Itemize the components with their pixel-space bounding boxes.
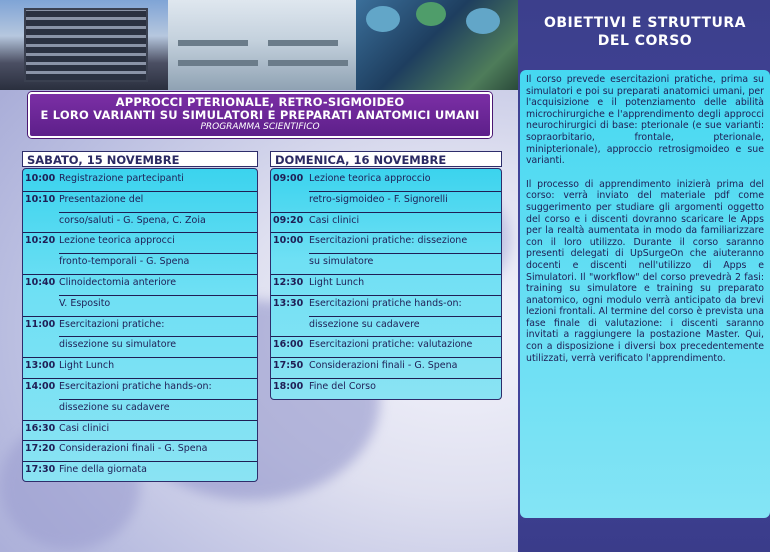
schedule-time: 18:00: [273, 381, 304, 392]
row-separator: [309, 316, 501, 317]
row-separator: [271, 274, 501, 275]
schedule-description: Lezione teorica approccio: [309, 173, 431, 184]
objectives-title-line1: OBIETTIVI E STRUTTURA: [543, 15, 746, 31]
row-separator: [59, 336, 257, 337]
row-separator: [23, 440, 257, 441]
row-separator: [23, 378, 257, 379]
schedule-time: 16:00: [273, 339, 304, 351]
row-separator: [23, 191, 257, 192]
row-separator: [59, 212, 257, 213]
building-photo: [0, 0, 168, 90]
schedule-time: 17:50: [273, 360, 304, 372]
schedule-description: Registrazione partecipanti: [59, 173, 184, 184]
schedule-description: corso/saluti - G. Spena, C. Zoia: [59, 214, 206, 226]
surgeons-photo: [356, 0, 518, 90]
objectives-title-line2: DEL CORSO: [597, 33, 693, 49]
schedule-description: dissezione su simulatore: [59, 339, 177, 351]
schedule-time: 16:30: [25, 422, 56, 434]
row-separator: [271, 357, 501, 358]
objectives-title: [520, 14, 770, 50]
row-separator: [23, 357, 257, 358]
objectives-text: [520, 70, 770, 518]
schedule-time: 10:00: [273, 235, 304, 247]
objectives-paragraph: Il processo di apprendimento inizierà prima del corso: verrà inviato del materiale pdf come suggerimento per studiare gli argomenti oggetto del corso e i discenti dovranno scaricare le Apps per la realtà aumentata in modo da familiarizzare con il loro utilizzo. Durante il corso saranno presenti delegati di UpSurgeOn che aiuteranno docenti e discenti nell'utilizzo di Apps e Simulatori. Il "workflow" del corso prevedrà 2 fasi: training su simulatore e training su preparato anatomico, ogni modulo verrà anticipato da brevi lezioni frontali. Al termine del corso è prevista una fase finale di valutazione: i discenti saranno invitati a raggiungere la postazione Master. Qui, con a disposizione i diversi box precedentemente utilizzati, verrà verificato l'apprendimento.: [526, 178, 764, 364]
row-separator: [271, 336, 501, 337]
row-separator: [271, 212, 501, 213]
row-separator: [23, 461, 257, 462]
row-separator: [23, 232, 257, 233]
schedule-description: V. Esposito: [59, 297, 111, 309]
row-separator: [271, 378, 501, 379]
schedule-time: 10:20: [25, 235, 56, 247]
schedule-time: 09:20: [273, 214, 304, 226]
schedule-description: fronto-temporali - G. Spena: [59, 256, 190, 268]
course-title-line2: E LORO VARIANTI SU SIMULATORI E PREPARATI ANATOMICI UMANI: [40, 108, 480, 122]
schedule-description: Light Lunch: [59, 360, 115, 372]
schedule-time: 17:30: [25, 464, 56, 476]
schedule-description: Fine del Corso: [309, 381, 376, 392]
program-subtitle: PROGRAMMA SCIENTIFICO: [200, 122, 320, 132]
schedule-description: su simulatore: [309, 256, 374, 268]
sunday-header: DOMENICA, 16 NOVEMBRE: [270, 151, 502, 167]
row-separator: [59, 253, 257, 254]
schedule-time: 11:00: [25, 318, 56, 330]
schedule-description: dissezione su cadavere: [59, 401, 170, 413]
schedule-description: dissezione su cadavere: [309, 318, 420, 330]
schedule-description: Casi clinici: [59, 422, 110, 434]
row-separator: [59, 399, 257, 400]
course-title-banner: [28, 92, 492, 138]
schedule-description: Esercitazioni pratiche: dissezione: [309, 235, 468, 247]
saturday-schedule: [22, 168, 258, 482]
objectives-paragraph: Il corso prevede esercitazioni pratiche, prima su simulatori e poi su preparati anatomici umani, per l'acquisizione e il potenziamento delle abilità microchirurgiche e l'apprendimento degli approcci neurochirurgici di base: pterionale (e sue varianti: sopraorbitario, frontale, pterionale, minipterionale), approccio retrosigmoideo e sue varianti.: [526, 74, 764, 167]
row-separator: [23, 274, 257, 275]
schedule-description: Esercitazioni pratiche:: [59, 318, 165, 330]
schedule-description: Fine della giornata: [59, 464, 147, 476]
row-separator: [59, 295, 257, 296]
schedule-description: Light Lunch: [309, 277, 365, 288]
schedule-time: 12:30: [273, 277, 304, 288]
schedule-description: Presentazione del: [59, 193, 144, 205]
course-title-line1: APPROCCI PTERIONALE, RETRO-SIGMOIDEO: [115, 95, 405, 109]
schedule-time: 13:30: [273, 297, 304, 309]
row-separator: [271, 232, 501, 233]
schedule-description: Esercitazioni pratiche: valutazione: [309, 339, 473, 351]
schedule-time: 14:00: [25, 381, 56, 392]
schedule-description: Esercitazioni pratiche hands-on:: [59, 381, 212, 392]
lab-photo: [168, 0, 356, 90]
schedule-description: Lezione teorica approcci: [59, 235, 175, 247]
saturday-header: SABATO, 15 NOVEMBRE: [22, 151, 258, 167]
sunday-schedule: [270, 168, 502, 400]
schedule-description: Esercitazioni pratiche hands-on:: [309, 297, 462, 309]
schedule-description: Considerazioni finali - G. Spena: [309, 360, 458, 372]
schedule-time: 13:00: [25, 360, 56, 372]
schedule-description: Clinoidectomia anteriore: [59, 277, 177, 288]
row-separator: [23, 420, 257, 421]
row-separator: [23, 316, 257, 317]
row-separator: [309, 191, 501, 192]
row-separator: [271, 295, 501, 296]
schedule-time: 09:00: [273, 173, 304, 184]
schedule-description: Considerazioni finali - G. Spena: [59, 443, 208, 455]
schedule-description: retro-sigmoideo - F. Signorelli: [309, 193, 448, 205]
schedule-time: 17:20: [25, 443, 56, 455]
schedule-time: 10:10: [25, 193, 56, 205]
schedule-description: Casi clinici: [309, 214, 360, 226]
schedule-time: 10:40: [25, 277, 56, 288]
row-separator: [309, 253, 501, 254]
schedule-time: 10:00: [25, 173, 56, 184]
header-photos: [0, 0, 518, 90]
